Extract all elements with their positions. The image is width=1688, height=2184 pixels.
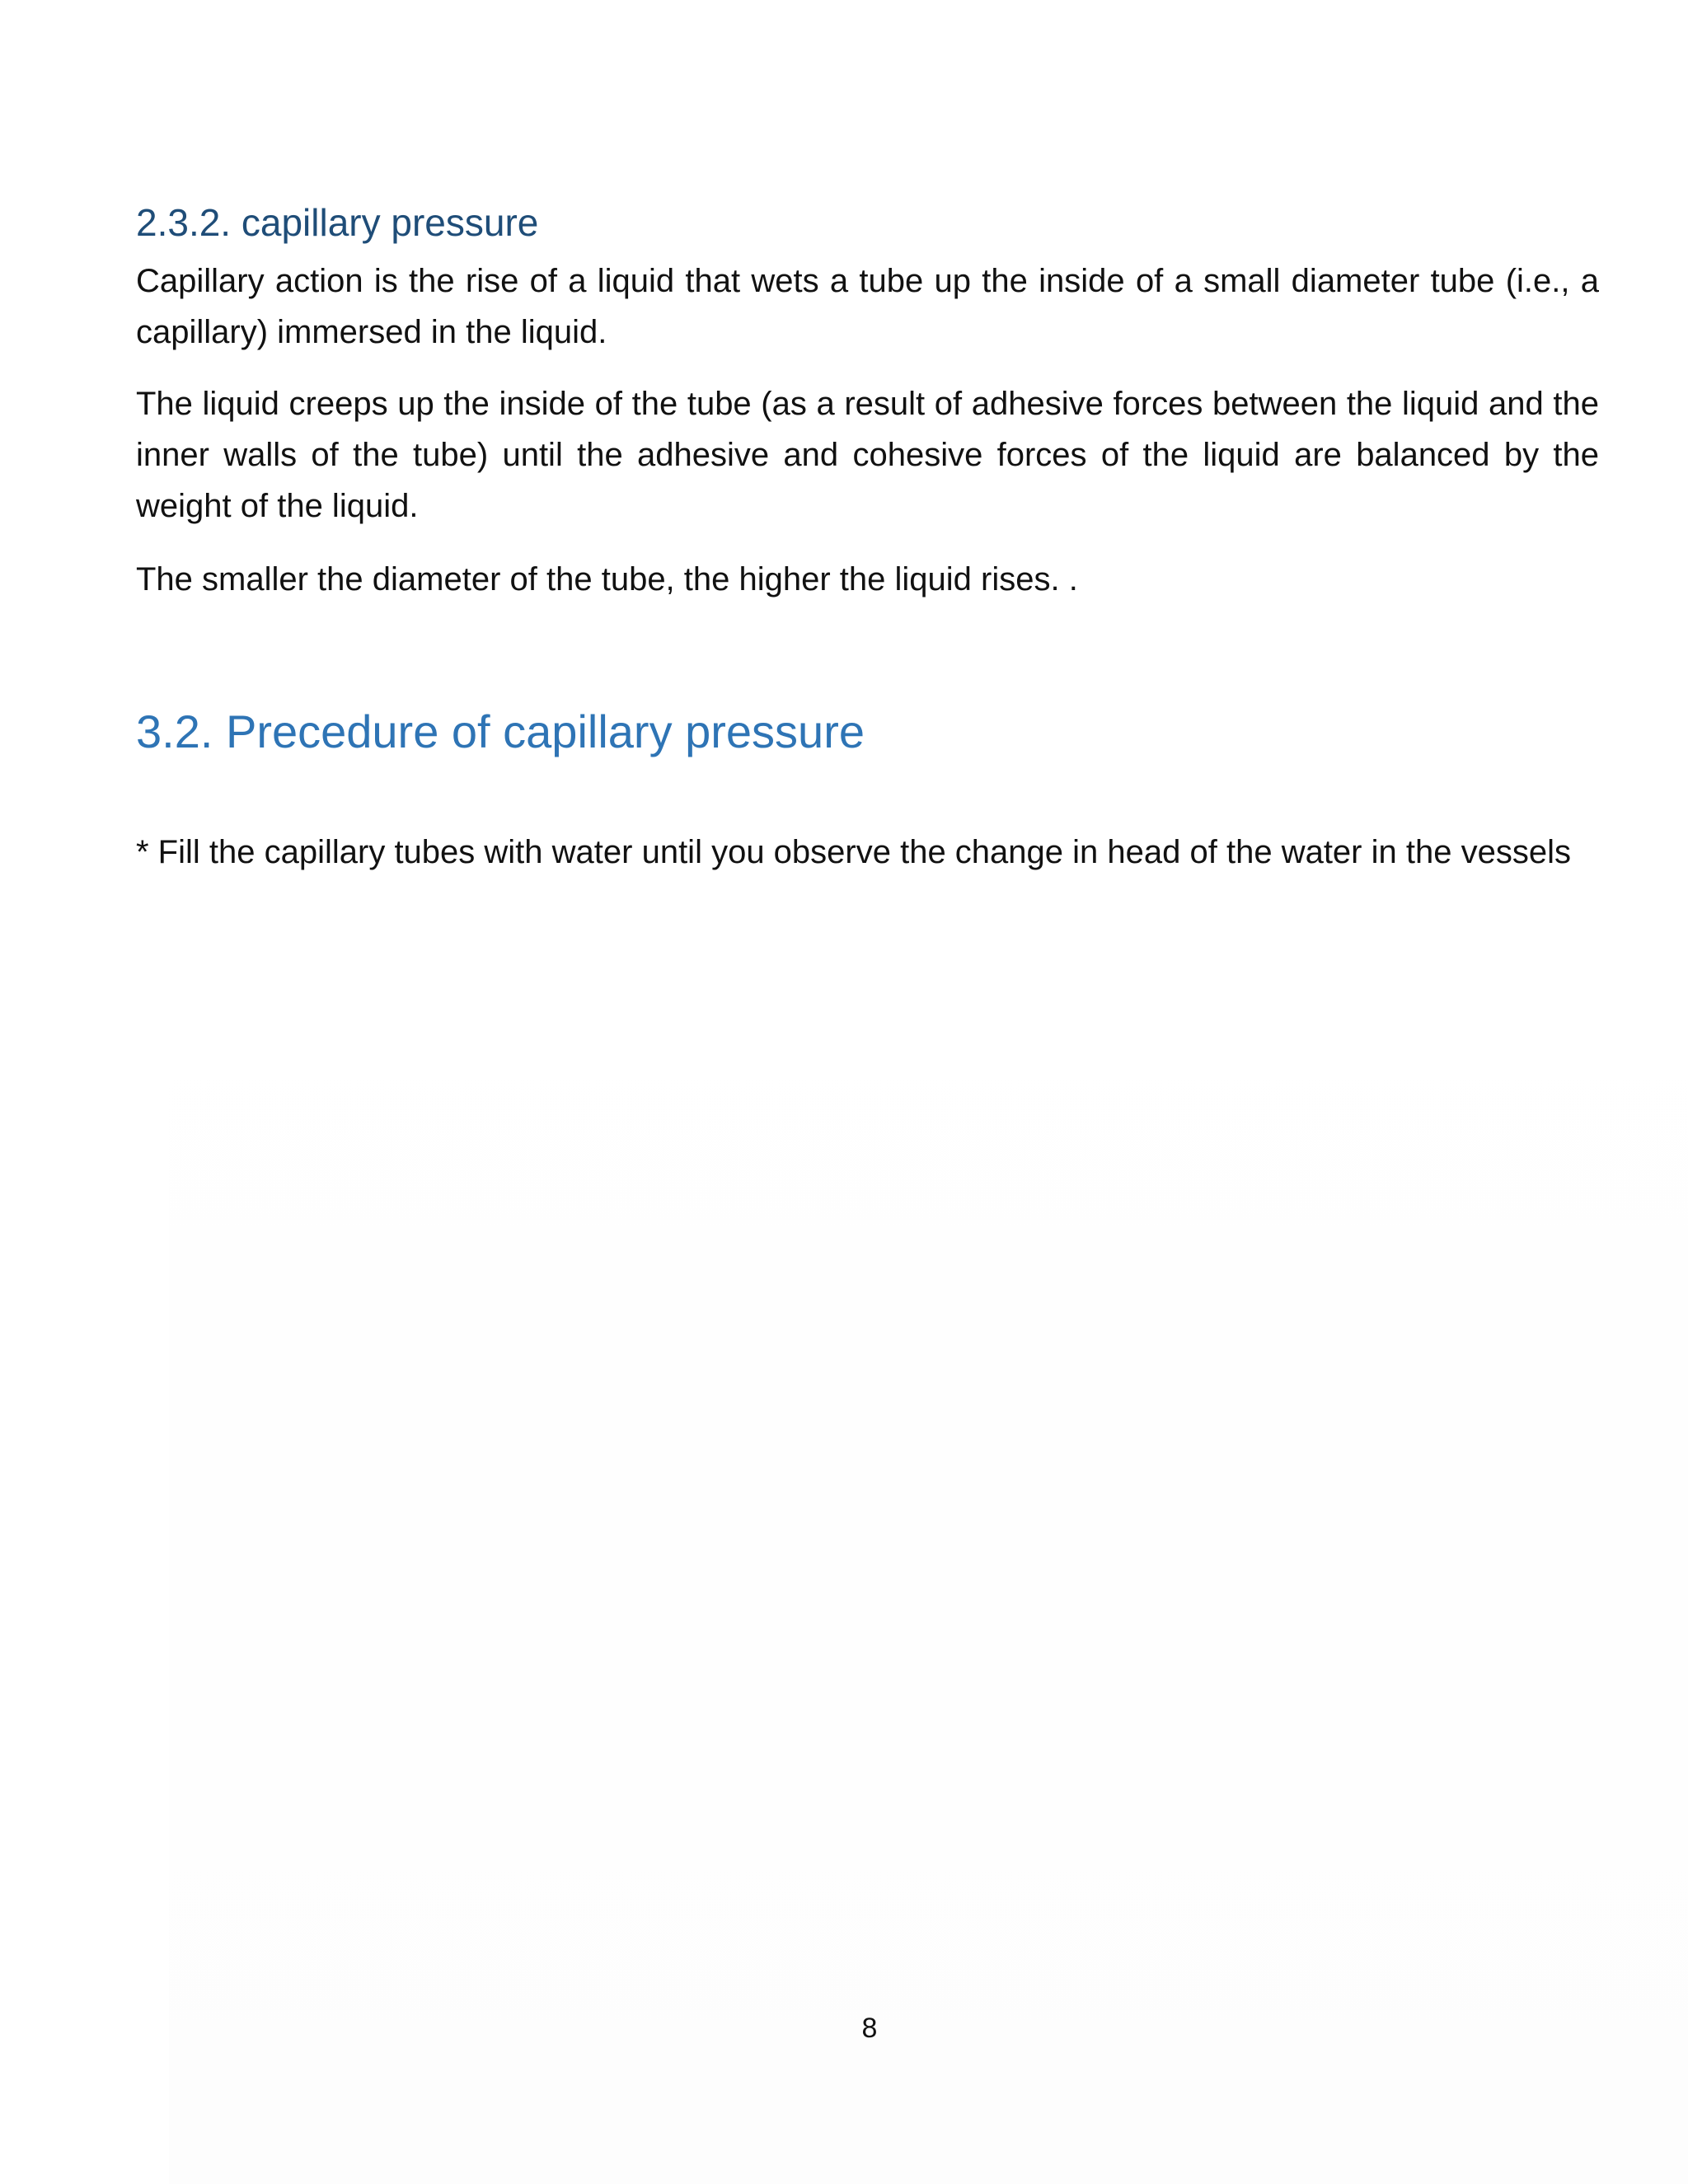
paragraph-diameter-relation: The smaller the diameter of the tube, the higher the liquid rises. . — [136, 561, 1078, 598]
page-shade — [169, 915, 1688, 2184]
paragraph-capillary-definition: Capillary action is the rise of a liquid that wets a tube up the inside of a small diameter tube (i.e., a capillary) immersed in the liquid. — [136, 263, 1599, 350]
procedure-step: * Fill the capillary tubes with water until you observe the change in head of the water in the vessels — [136, 834, 1571, 870]
page-number: 8 — [861, 2013, 878, 2044]
section-heading: 3.2. Precedure of capillary pressure — [136, 705, 865, 757]
subsection-heading: 2.3.2. capillary pressure — [136, 201, 539, 244]
paragraph-capillary-mechanism: The liquid creeps up the inside of the tube (as a result of adhesive forces between the liquid and the inner walls of the tube) until the adhesive and cohesive forces of the liquid are balanced by the weight of the liquid. — [136, 386, 1599, 524]
